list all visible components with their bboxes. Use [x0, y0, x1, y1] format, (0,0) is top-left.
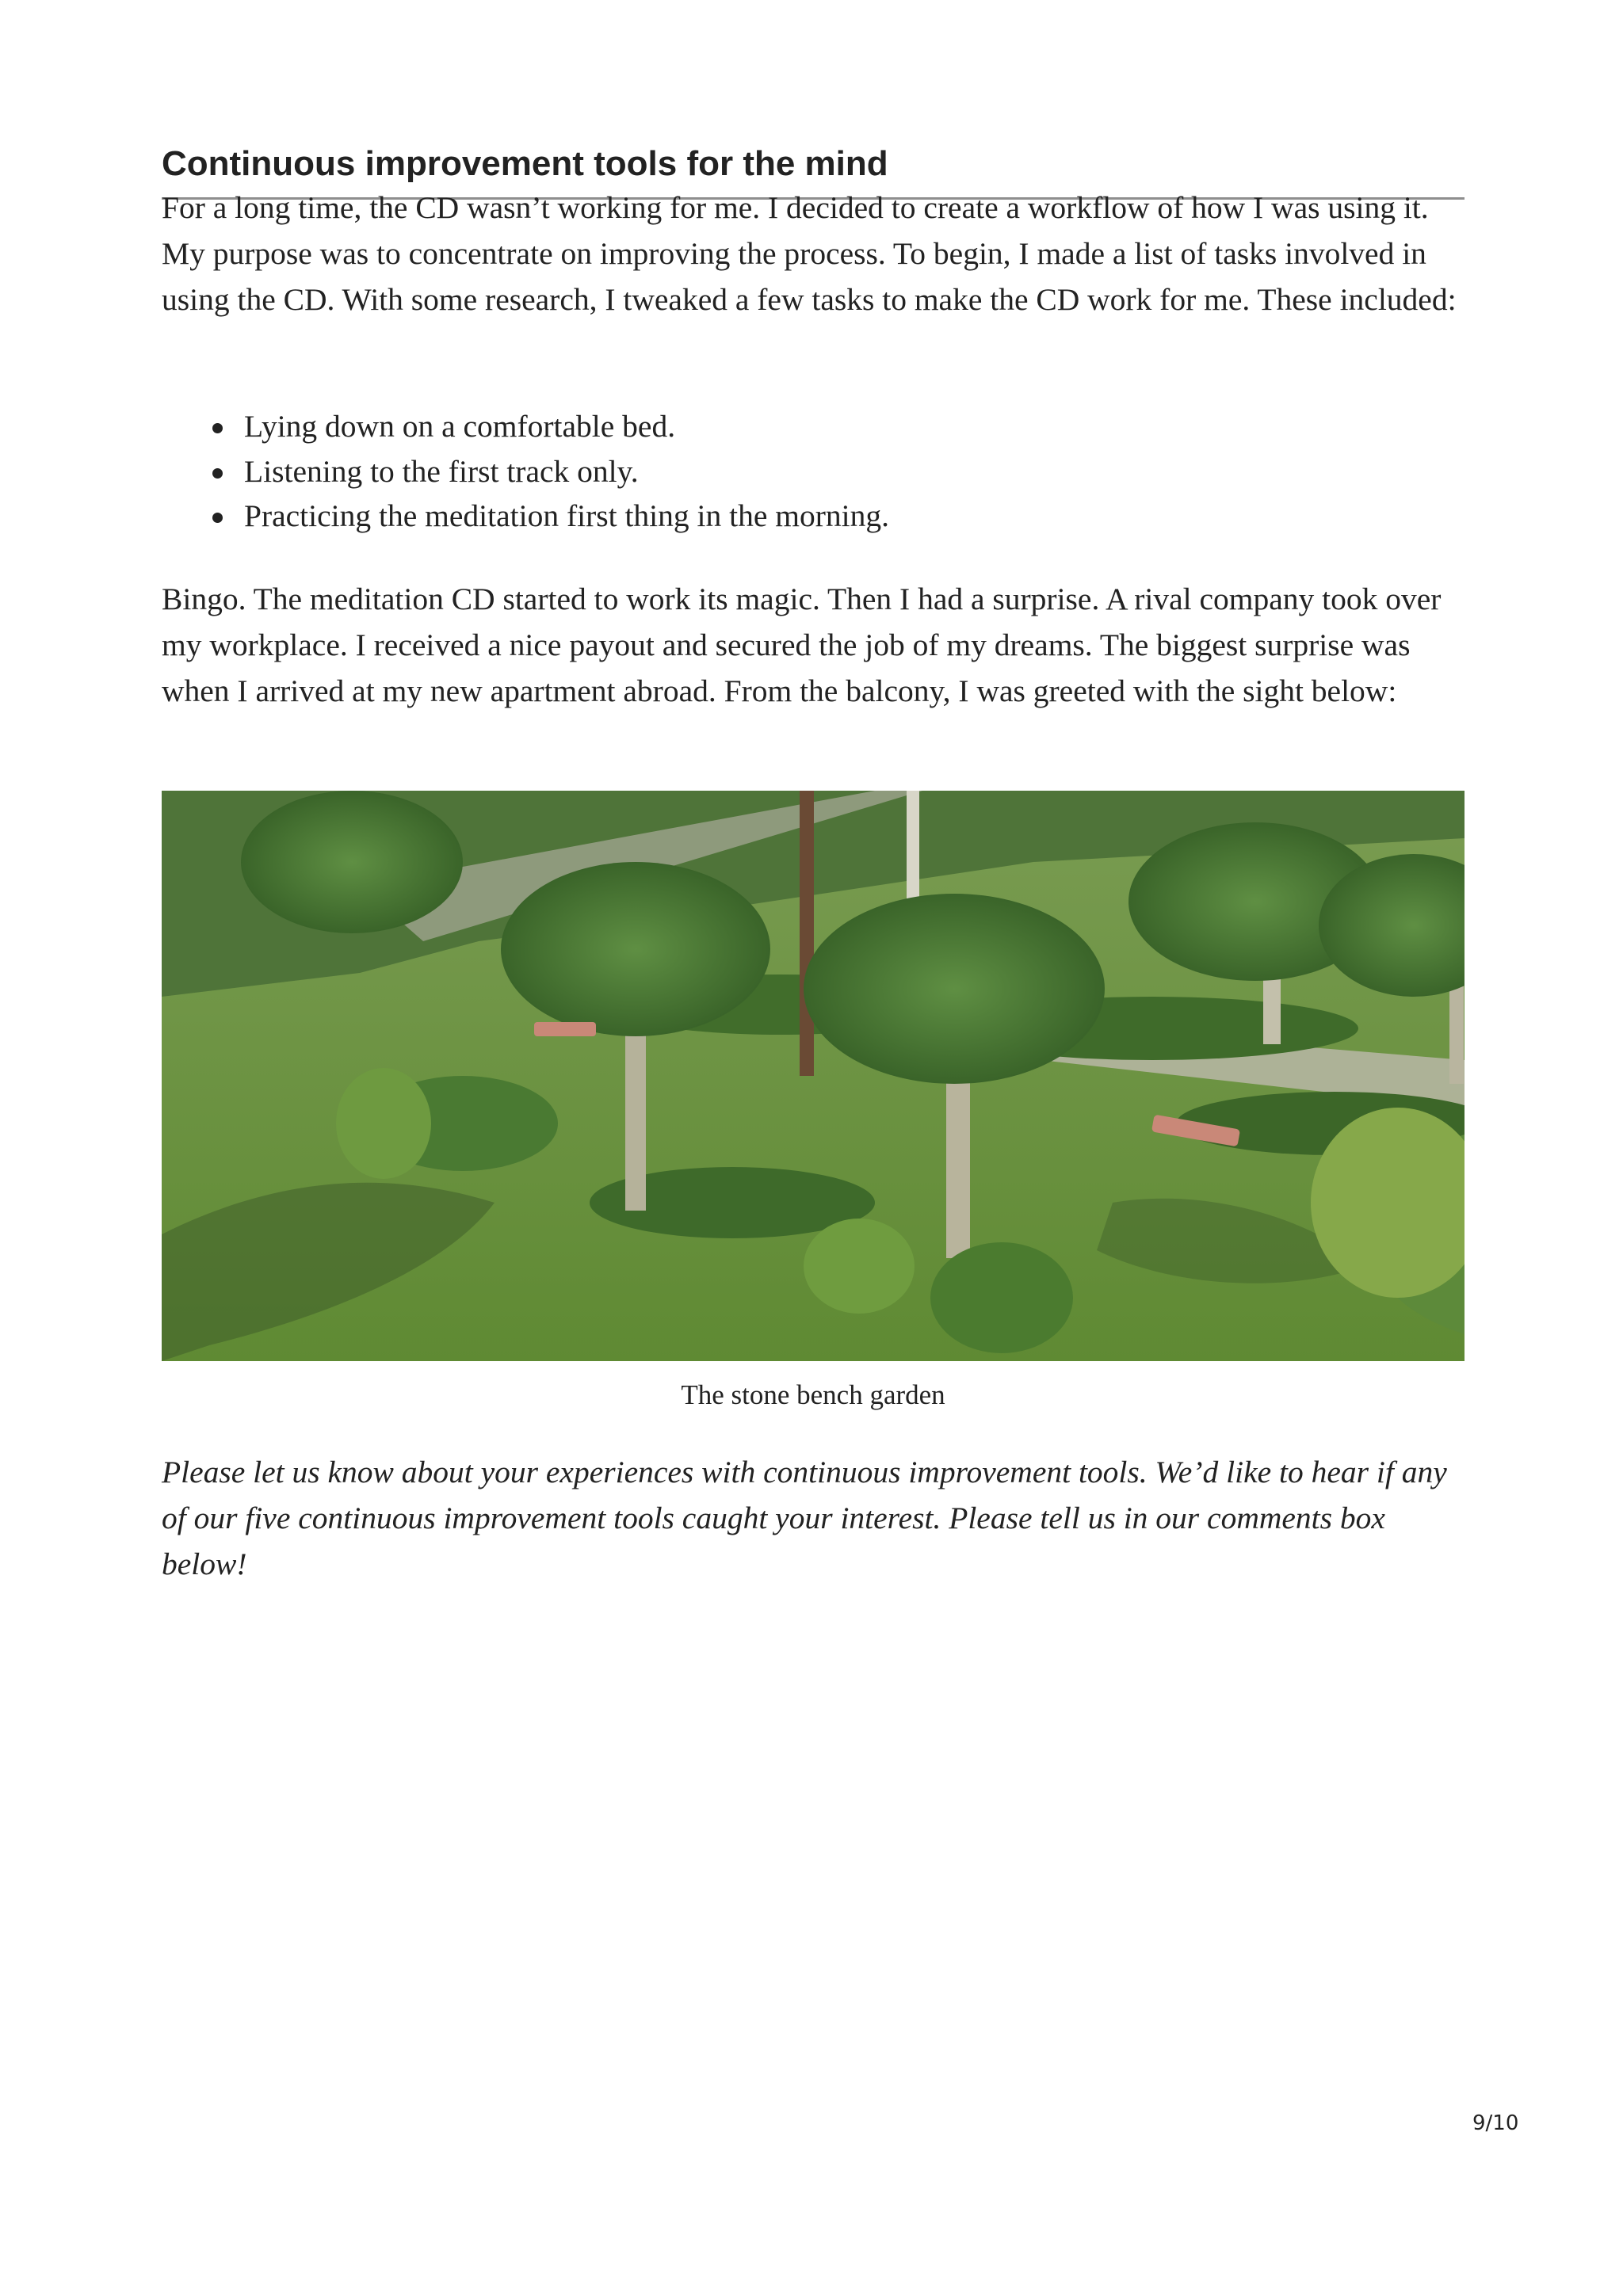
intro-paragraph: For a long time, the CD wasn’t working for me. I decided to create a workflow of how I was using it. My purpose was to concentrate on improving the process. To begin, I made a list of tasks involved in using the CD. With some research, I tweaked a few tasks to make the CD work for me. These included: [162, 190, 1457, 317]
list-item [162, 449, 889, 494]
list-item [162, 494, 889, 539]
page-number: 9/10 [1472, 2111, 1519, 2135]
bullet-icon [212, 423, 223, 433]
section-heading: Continuous improvement tools for the mind [162, 140, 1465, 200]
closing-note: Please let us know about your experiences with continuous improvement tools. We’d like to hear if any of our five continuous improvement tools caught your interest. Please tell us in our comments box below! [162, 1455, 1447, 1581]
list-item-text: Lying down on a comfortable bed. [244, 409, 676, 444]
task-list [162, 404, 889, 539]
list-item-text: Practicing the meditation first thing in the morning. [244, 498, 889, 533]
bullet-icon [212, 468, 223, 479]
image-caption: The stone bench garden [681, 1379, 945, 1410]
garden-photo [162, 791, 1465, 1361]
list-item-text: Listening to the first track only. [244, 453, 639, 489]
list-item [162, 404, 889, 449]
bullet-icon [212, 513, 223, 523]
story-paragraph: Bingo. The meditation CD started to work its magic. Then I had a surprise. A rival company took over my workplace. I received a nice payout and secured the job of my dreams. The biggest surprise was when I arrived at my new apartment abroad. From the balcony, I was greeted with the sight below: [162, 582, 1442, 708]
